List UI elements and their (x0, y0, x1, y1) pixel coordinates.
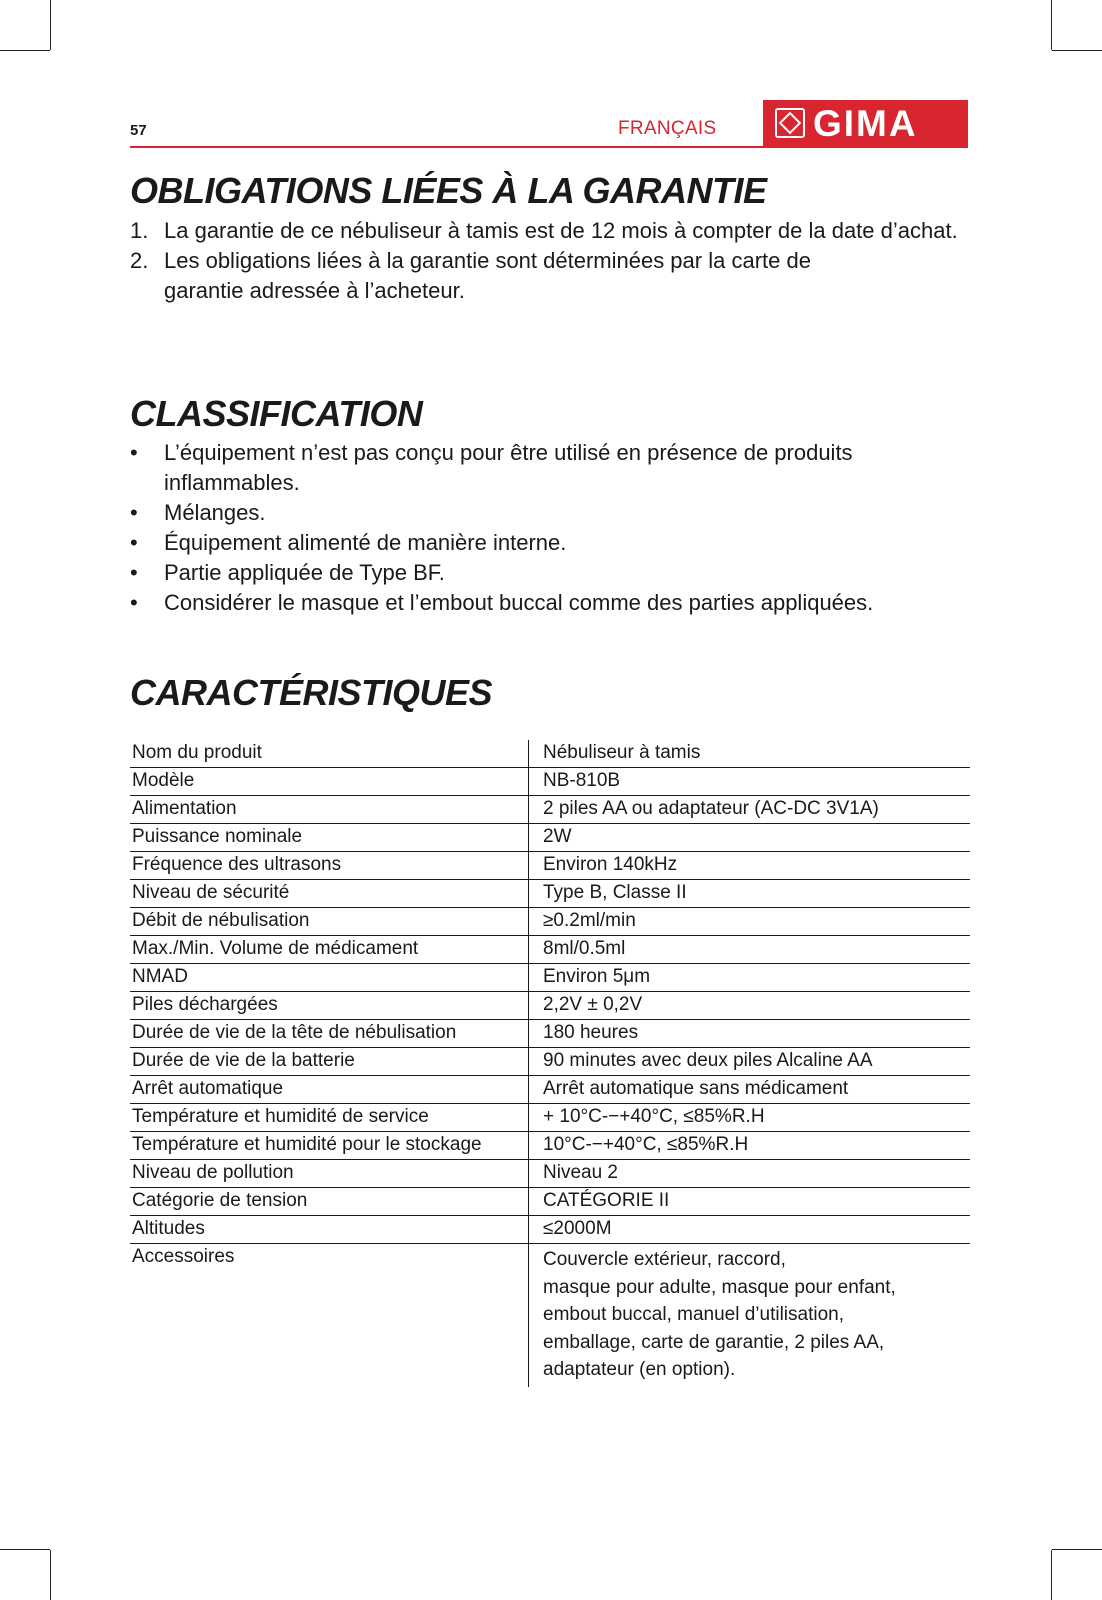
table-row: Arrêt automatique Arrêt automatique sans médicament (130, 1076, 970, 1104)
header-rule (130, 146, 968, 148)
list-item: • Considérer le masque et l’embout buccal comme des parties appliquées. (130, 590, 874, 615)
table-row: Niveau de pollution Niveau 2 (130, 1160, 970, 1188)
table-row: NMAD Environ 5μm (130, 964, 970, 992)
list-item: • L’équipement n’est pas conçu pour être utilisé en présence de produits inflammables. (130, 440, 853, 495)
list-item: 1. La garantie de ce nébuliseur à tamis est de 12 mois à compter de la date d’achat. (130, 218, 958, 243)
list-item: • Équipement alimenté de manière interne. (130, 530, 567, 555)
table-row: Durée de vie de la batterie 90 minutes avec deux piles Alcaline AA (130, 1048, 970, 1076)
table-row: Température et humidité de service + 10°C-−+40°C, ≤85%R.H (130, 1104, 970, 1132)
table-row: Altitudes ≤2000M (130, 1216, 970, 1244)
page-number: 57 (130, 122, 147, 139)
table-row: Durée de vie de la tête de nébulisation 180 heures (130, 1020, 970, 1048)
accessories-list: Couvercle extérieur, raccord, masque pour adulte, masque pour enfant, embout buccal, manuel d’utilisation, emballage, carte de garantie, 2 piles AA, adaptateur (en option). (543, 1249, 896, 1380)
table-row: Accessoires Couvercle extérieur, raccord, masque pour adulte, masque pour enfant, embout buccal, manuel d’utilisation, emballage, carte de garantie, 2 piles AA, adaptateur (en option). (130, 1244, 970, 1387)
logo-wordmark: GIMA (813, 103, 918, 144)
section-title-classification: CLASSIFICATION (130, 393, 423, 434)
crop-mark (1052, 50, 1102, 51)
logo-emblem-icon (775, 108, 805, 138)
table-row: Alimentation 2 piles AA ou adaptateur (AC-DC 3V1A) (130, 796, 970, 824)
table-row: Nom du produit Nébuliseur à tamis (130, 740, 970, 768)
classification-list (130, 438, 970, 618)
section-title-specifications: CARACTÉRISTIQUES (130, 672, 493, 713)
gima-logo (763, 100, 968, 146)
crop-mark (1052, 1549, 1102, 1550)
crop-mark (0, 50, 50, 51)
crop-mark (1051, 0, 1052, 50)
page-header (130, 100, 968, 148)
table-row: Puissance nominale 2W (130, 824, 970, 852)
table-row: Modèle NB-810B (130, 768, 970, 796)
list-item: • Mélanges. (130, 500, 266, 525)
table-row: Débit de nébulisation ≥0.2ml/min (130, 908, 970, 936)
list-item: • Partie appliquée de Type BF. (130, 560, 445, 585)
crop-mark (50, 0, 51, 50)
table-row: Fréquence des ultrasons Environ 140kHz (130, 852, 970, 880)
crop-mark (0, 1549, 50, 1550)
table-row: Niveau de sécurité Type B, Classe II (130, 880, 970, 908)
crop-mark (50, 1550, 51, 1600)
section-title-warranty: OBLIGATIONS LIÉES À LA GARANTIE (130, 170, 767, 211)
specifications-table (130, 740, 970, 1387)
table-row: Max./Min. Volume de médicament 8ml/0.5ml (130, 936, 970, 964)
language-label: FRANÇAIS (618, 118, 717, 139)
table-row: Catégorie de tension CATÉGORIE II (130, 1188, 970, 1216)
warranty-list (130, 216, 970, 306)
crop-mark (1051, 1550, 1052, 1600)
table-row: Température et humidité pour le stockage 10°C-−+40°C, ≤85%R.H (130, 1132, 970, 1160)
list-item: 2. Les obligations liées à la garantie sont déterminées par la carte de garantie adressée à l’acheteur. (130, 248, 811, 303)
table-row: Piles déchargées 2,2V ± 0,2V (130, 992, 970, 1020)
